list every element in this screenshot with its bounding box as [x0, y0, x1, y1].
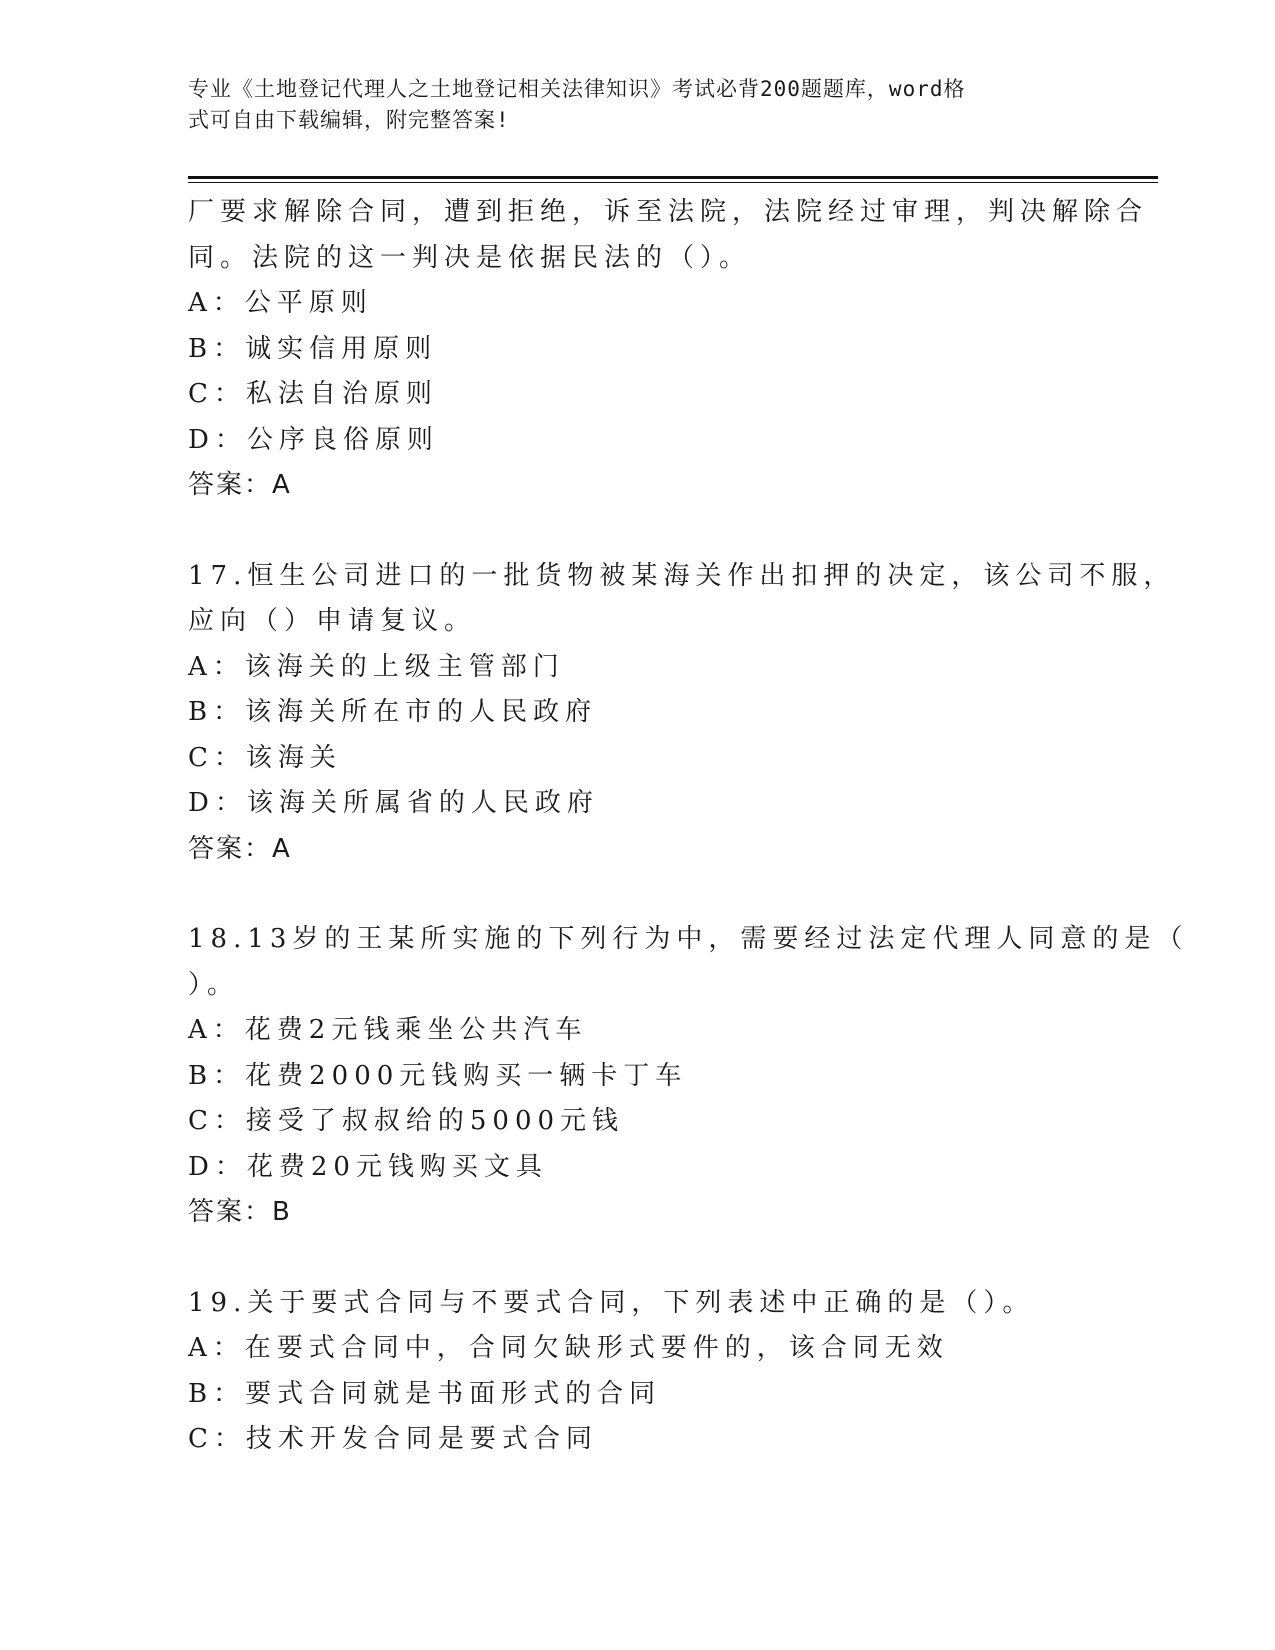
spacer [188, 872, 1088, 917]
answer-line: 答案：B [188, 1197, 292, 1227]
question-stem: 19.关于要式合同与不要式合同，下列表述中正确的是（）。 [188, 1287, 1035, 1318]
question-content [188, 190, 1189, 1463]
spacer [188, 509, 1088, 554]
question-stem: ）。 [188, 969, 240, 1000]
document-header [188, 74, 1068, 136]
header-line-1: 专业《土地登记代理人之土地登记相关法律知识》考试必背200题题库，word格 [188, 77, 966, 101]
option-b: B：诚实信用原则 [188, 333, 438, 364]
option-a: A：花费2元钱乘坐公共汽车 [188, 1015, 588, 1045]
option-d: D：公序良俗原则 [188, 424, 439, 455]
question-stem: 17.恒生公司进口的一批货物被某海关作出扣押的决定，该公司不服， [188, 560, 1176, 591]
spacer [188, 1236, 1088, 1281]
option-a: A：在要式合同中，合同欠缺形式要件的，该合同无效 [188, 1333, 949, 1363]
header-divider-thick [188, 176, 1158, 179]
option-c: C：该海关 [188, 742, 342, 773]
option-c: C：接受了叔叔给的5000元钱 [188, 1106, 625, 1136]
option-b: B：该海关所在市的人民政府 [188, 697, 598, 727]
header-line-2: 式可自由下载编辑，附完整答案! [188, 108, 510, 132]
answer-line: 答案：A [188, 470, 292, 500]
question-stem: 厂要求解除合同，遭到拒绝，诉至法院，法院经过审理，判决解除合 [188, 197, 1149, 227]
option-b: B：花费2000元钱购买一辆卡丁车 [188, 1060, 688, 1091]
option-a: A：公平原则 [188, 288, 373, 318]
option-a: A：该海关的上级主管部门 [188, 651, 565, 682]
answer-line: 答案：A [188, 833, 292, 864]
question-18 [188, 917, 1189, 1236]
question-19 [188, 1281, 1088, 1463]
question-stem: 18.13岁的王某所实施的下列行为中，需要经过法定代理人同意的是（ [188, 924, 1189, 954]
question-16 [188, 190, 1149, 509]
option-d: D：该海关所属省的人民政府 [188, 788, 599, 818]
option-c: C：私法自治原则 [188, 379, 438, 409]
question-stem: 同。法院的这一判决是依据民法的（）。 [188, 242, 752, 273]
question-stem: 应向（）申请复议。 [188, 606, 477, 636]
option-c: C：技术开发合同是要式合同 [188, 1424, 598, 1454]
option-d: D：花费20元钱购买文具 [188, 1151, 548, 1182]
question-17 [188, 554, 1176, 873]
option-b: B：要式合同就是书面形式的合同 [188, 1378, 662, 1409]
header-divider-thin [188, 182, 1158, 183]
